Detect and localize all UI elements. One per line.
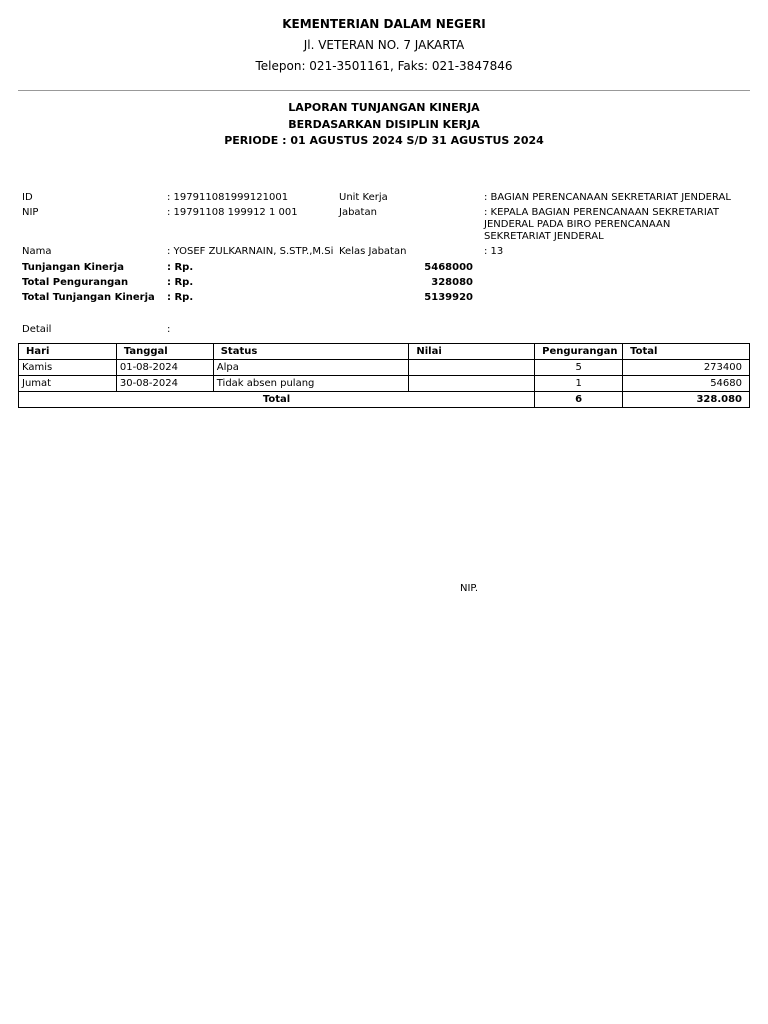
cell-pengurangan: 5 [535, 360, 623, 376]
detail-colon: : [167, 324, 171, 335]
kelas-jabatan-value: : 13 [484, 246, 504, 257]
tunjangan-kinerja-currency: : Rp. [167, 262, 194, 273]
detail-label: Detail [22, 324, 52, 335]
organization-address: Jl. VETERAN NO. 7 JAKARTA [303, 38, 465, 52]
total-tunjangan-label: Total Tunjangan Kinerja [22, 292, 155, 303]
table-header-row [19, 344, 750, 360]
column-header-nilai: Nilai [409, 344, 535, 360]
cell-tanggal: 30-08-2024 [116, 376, 213, 392]
jabatan-label: Jabatan [339, 207, 377, 218]
nip-value: : 19791108 199912 1 001 [167, 207, 298, 218]
kelas-jabatan-label: Kelas Jabatan [339, 246, 407, 257]
tunjangan-kinerja-value: 5468000 [424, 262, 473, 273]
cell-status: Tidak absen pulang [213, 376, 409, 392]
cell-nilai [409, 360, 535, 376]
nip-label: NIP [22, 207, 39, 218]
total-tunjangan-currency: : Rp. [167, 292, 194, 303]
total-pengurangan-value: 328080 [431, 277, 473, 288]
report-subtitle: BERDASARKAN DISIPLIN KERJA [288, 118, 480, 131]
column-header-tanggal: Tanggal [116, 344, 213, 360]
table-row [19, 376, 750, 392]
total-row-total: 328.080 [623, 392, 750, 408]
column-header-total: Total [623, 344, 750, 360]
report-title: LAPORAN TUNJANGAN KINERJA [288, 101, 480, 114]
table-row [19, 360, 750, 376]
signature-nip-label: NIP. [460, 583, 479, 594]
column-header-status: Status [213, 344, 409, 360]
header-divider [18, 90, 750, 91]
organization-phone: Telepon: 021-3501161, Faks: 021-3847846 [255, 59, 513, 73]
table-total-row [19, 392, 750, 408]
column-header-pengurangan: Pengurangan [535, 344, 623, 360]
organization-name: KEMENTERIAN DALAM NEGERI [282, 17, 486, 31]
column-header-hari: Hari [19, 344, 117, 360]
cell-status: Alpa [213, 360, 409, 376]
total-tunjangan-value: 5139920 [424, 292, 473, 303]
total-row-label: Total [19, 392, 535, 408]
cell-nilai [409, 376, 535, 392]
nama-value: : YOSEF ZULKARNAIN, S.STP.,M.Si [167, 246, 334, 257]
id-value: : 197911081999121001 [167, 192, 289, 203]
cell-tanggal: 01-08-2024 [116, 360, 213, 376]
id-label: ID [22, 192, 33, 203]
cell-pengurangan: 1 [535, 376, 623, 392]
report-period: PERIODE : 01 AGUSTUS 2024 S/D 31 AGUSTUS 2024 [224, 134, 544, 147]
tunjangan-kinerja-label: Tunjangan Kinerja [22, 262, 124, 273]
unit-kerja-value: : BAGIAN PERENCANAAN SEKRETARIAT JENDERAL [484, 192, 731, 203]
total-pengurangan-label: Total Pengurangan [22, 277, 129, 288]
total-pengurangan-currency: : Rp. [167, 277, 194, 288]
cell-total: 273400 [623, 360, 750, 376]
total-row-pengurangan: 6 [535, 392, 623, 408]
jabatan-value: : KEPALA BAGIAN PERENCANAAN SEKRETARIAT JENDERAL PADA BIRO PERENCANAAN SEKRETARIAT JENDERAL [484, 207, 719, 242]
cell-hari: Jumat [19, 376, 117, 392]
cell-total: 54680 [623, 376, 750, 392]
detail-table [18, 343, 750, 408]
nama-label: Nama [22, 246, 52, 257]
cell-hari: Kamis [19, 360, 117, 376]
unit-kerja-label: Unit Kerja [339, 192, 388, 203]
